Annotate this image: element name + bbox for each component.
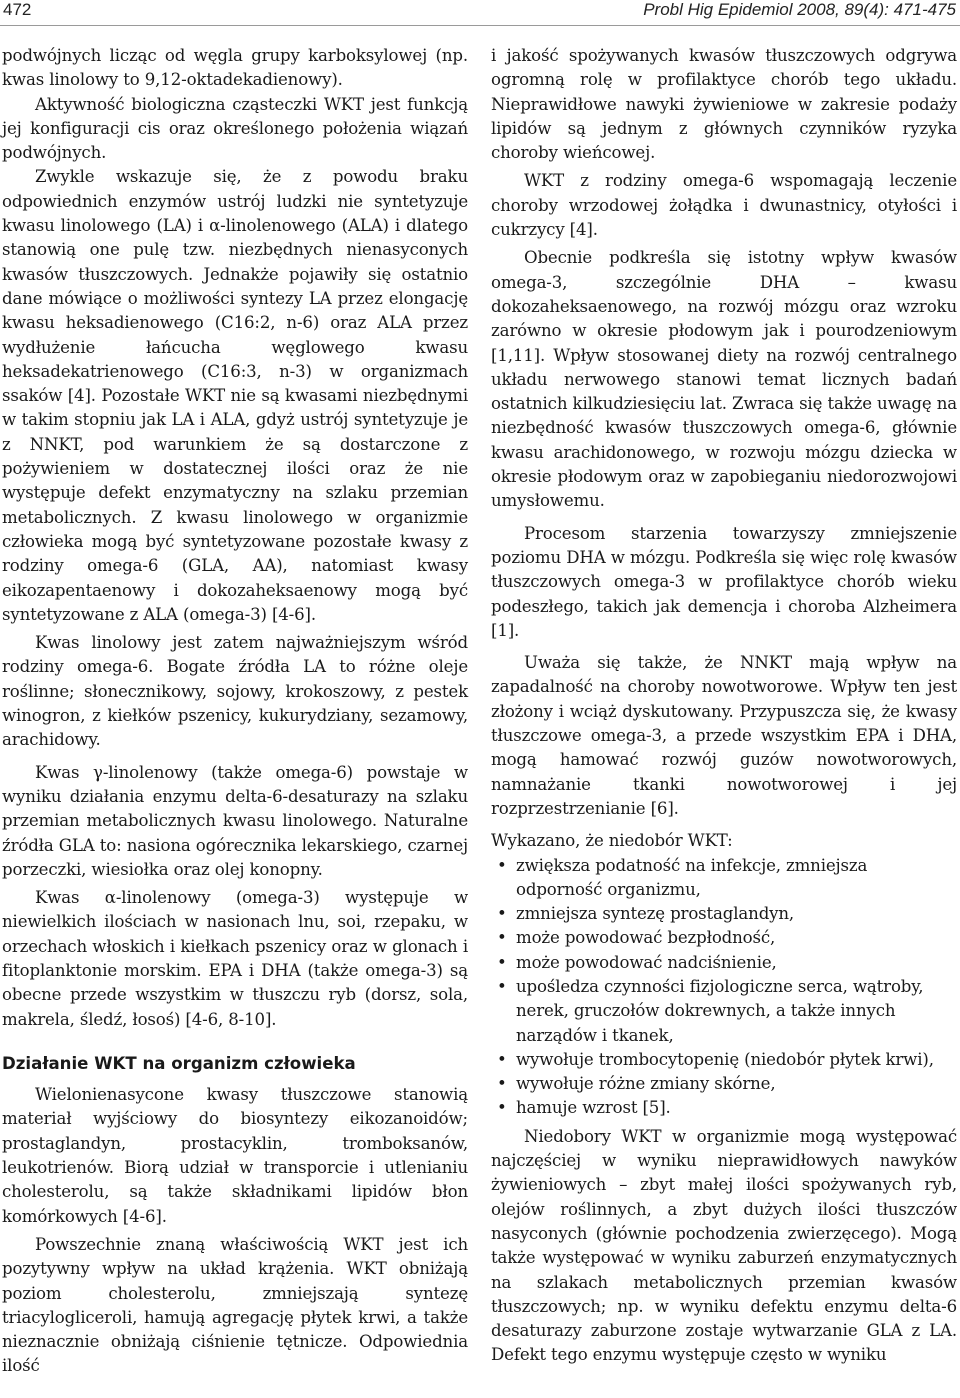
paragraph: i jakość spożywanych kwasów tłuszczowych odgrywa ogromną rolę w profilaktyce chorób tego układu. Nieprawidłowe nawyki żywieniowe w zakresie podaży lipidów są jednym z głównych czynników ryzyka choroby wieńcowej. (491, 46, 957, 163)
page-number: 472 (3, 0, 32, 19)
bullet-icon: • (497, 1098, 507, 1118)
list-item: • hamuje wzrost [5]. (491, 1096, 957, 1120)
paragraph: Kwas α-linolenowy (omega-3) występuje w niewielkich ilościach w nasionach lnu, soi, rzepaku, w orzechach włoskich i kiełkach pszenicy oraz w glonach i fitoplanktonie morskim. EPA i DHA (także omega-3) są obecne przede wszystkim w tłuszczu ryb (dorsz, sola, makrela, śledź, łosoś) [4-6, 8-10]. (2, 888, 468, 1029)
paragraph: podwójnych licząc od węgla grupy karboksylowej (np. kwas linolowy to 9,12-oktadekadienowy). (2, 46, 468, 90)
list-item: • może powodować bezpłodność, (491, 926, 957, 950)
paragraph: Kwas γ-linolenowy (także omega-6) powstaje w wyniku działania enzymu delta-6-desaturazy na szlaku przemian metabolicznych kwasu linolowego. Naturalne źródła GLA to: nasiona ogórecznika lekarskiego, czarnej porzeczki, wiesiołka oraz olej konopny. (2, 762, 468, 879)
bullet-icon: • (497, 855, 507, 875)
bullet-icon: • (497, 1074, 507, 1094)
paragraph: Uważa się także, że NNKT mają wpływ na zapadalność na choroby nowotworowe. Wpływ ten jest złożony i wciąż dyskutowany. Przypuszcza się, że kwasy tłuszczowe omega-3, a przede wszystkim EPA i DHA, mogą hamować rozwój guzów nowotworowych, namnażanie tkanki nowotworowej i jej rozprzestrzenianie [6]. (491, 653, 957, 818)
journal-citation: Probl Hig Epidemiol 2008, 89(4): 471-475 (643, 0, 956, 19)
paragraph: Powszechnie znaną właściwością WKT jest ich pozytywny wpływ na układ krążenia. WKT obniżają poziom cholesterolu, zmniejszają syntezę triacylogliceroli, hamują agregację płytek krwi, a także nieznacznie obniżają ciśnienie tętnicze. Odpowiednia ilość (2, 1234, 468, 1376)
list-item: • może powodować nadciśnienie, (491, 951, 957, 975)
paragraph: Kwas linolowy jest zatem najważniejszym wśród rodziny omega-6. Bogate źródła LA to różne oleje roślinne; słonecznikowy, sojowy, krokoszowy, z pestek winogron, z kiełków pszenicy, kukurydziany, sezamowy, arachidowy. (2, 633, 468, 750)
bullet-icon: • (497, 1049, 507, 1069)
section-heading: Działanie WKT na organizm człowieka (2, 1053, 356, 1073)
paragraph: Procesom starzenia towarzyszy zmniejszenie poziomu DHA w mózgu. Podkreśla się więc rolę kwasów tłuszczowych omega-3 w profilaktyce chorób wieku podeszłego, takich jak demencja i choroba Alzheimera [1]. (491, 523, 957, 640)
paragraph: Wielonienasycone kwasy tłuszczowe stanowią materiał wyjściowy do biosyntezy eikozanoidów; prostaglandyn, prostacyklin, tromboksanów, leukotrienów. Biorą udział w transporcie i utlenianiu cholesterolu, są także składnikami lipidów błon komórkowych [4-6]. (2, 1085, 468, 1226)
paragraph: Obecnie podkreśla się istotny wpływ kwasów omega-3, szczególnie DHA – kwasu dokozaheksaenowego, na rozwój mózgu oraz wzroku zarówno w okresie płodowym jak i pourodzeniowym [1,11]. Wpływ stosowanej diety na rozwój centralnego układu nerwowego stanowi temat licznych badań ostatnich kilkudziesięciu lat. Zwraca się także uwagę na niezbędność kwasów tłuszczowych omega-6, głównie kwasu arachidonowego, w rozwoju mózgu dziecka w okresie płodowym oraz w zapobieganiu niedorozwojowi umysłowemu. (491, 248, 957, 511)
paragraph: Aktywność biologiczna cząsteczki WKT jest funkcją jej konfiguracji cis oraz określonego położenia wiązań podwójnych. (2, 94, 468, 163)
header-rule (0, 25, 960, 26)
list-item: • wywołuje trombocytopenię (niedobór płytek krwi), (491, 1048, 957, 1072)
paragraph: Zwykle wskazuje się, że z powodu braku odpowiednich enzymów ustrój ludzki nie syntetyzuje kwasu linolowego (LA) i α-linolenowego (ALA) i dlatego stanowią one pulę tzw. niezbędnych nienasyconych kwasów tłuszczowych. Jednakże pojawiły się ostatnio dane mówiące o możliwości syntezy LA przez elongację kwasu heksadienowego (C16:2, n-6) oraz ALA przez wydłużenie łańcucha węglowego kwasu heksadekatrienowego (C16:3, n-3) w organizmach ssaków [4]. Pozostałe WKT nie są kwasami niezbędnymi w takim stopniu jak LA i ALA, gdyż ustrój syntetyzuje je z NNKT, pod warunkiem że są dostarczone z pożywieniem w dostatecznej ilości oraz że nie występuje defekt enzymatyczny na szlaku przemian metabolicznych. Z kwasu linolowego w organizmie człowieka mogą być syntetyzowane pozostałe kwasy z rodziny omega-6 (GLA, AA), natomiast kwasy eikozapentaenowy i dokozaheksaenowy mogą być syntetyzowane z ALA (omega-3) [4-6]. (2, 167, 468, 624)
list-item: • zwiększa podatność na infekcje, zmniejsza odporność organizmu, (497, 855, 868, 899)
bullet-icon: • (497, 928, 507, 948)
list-item: • upośledza czynności fizjologiczne serca, wątroby, nerek, gruczołów dokrewnych, a także innych narządów i tkanek, (497, 976, 924, 1045)
list-item: • wywołuje różne zmiany skórne, (491, 1072, 957, 1096)
paragraph: WKT z rodziny omega-6 wspomagają leczenie choroby wrzodowej żołądka i dwunastnicy, otyłości i cukrzycy [4]. (491, 171, 957, 240)
list-item: • zmniejsza syntezę prostaglandyn, (491, 902, 957, 926)
paragraph: Niedobory WKT w organizmie mogą występować najczęściej w wyniku nieprawidłowych nawyków żywieniowych – zbyt małej ilości spożywanych ryb, olejów roślinnych, a zbyt dużych ilości tłuszczów nasyconych (głównie pochodzenia zwierzęcego). Mogą także występować w wyniku zaburzeń enzymatycznych na szlakach metabolicznych przemian kwasów tłuszczowych; np. w wyniku defektu enzymu delta-6 desaturazy zaburzone zostaje wytwarzanie GLA z LA. Defekt tego enzymu występuje często w wyniku (491, 1126, 957, 1365)
right-column (491, 44, 957, 1368)
bullet-icon: • (497, 904, 507, 924)
left-column (2, 44, 468, 1379)
deficiency-list (491, 854, 957, 1121)
page-header (0, 0, 960, 24)
bullet-icon: • (497, 976, 507, 996)
bullet-icon: • (497, 952, 507, 972)
list-intro: Wykazano, że niedobór WKT: (491, 831, 733, 851)
